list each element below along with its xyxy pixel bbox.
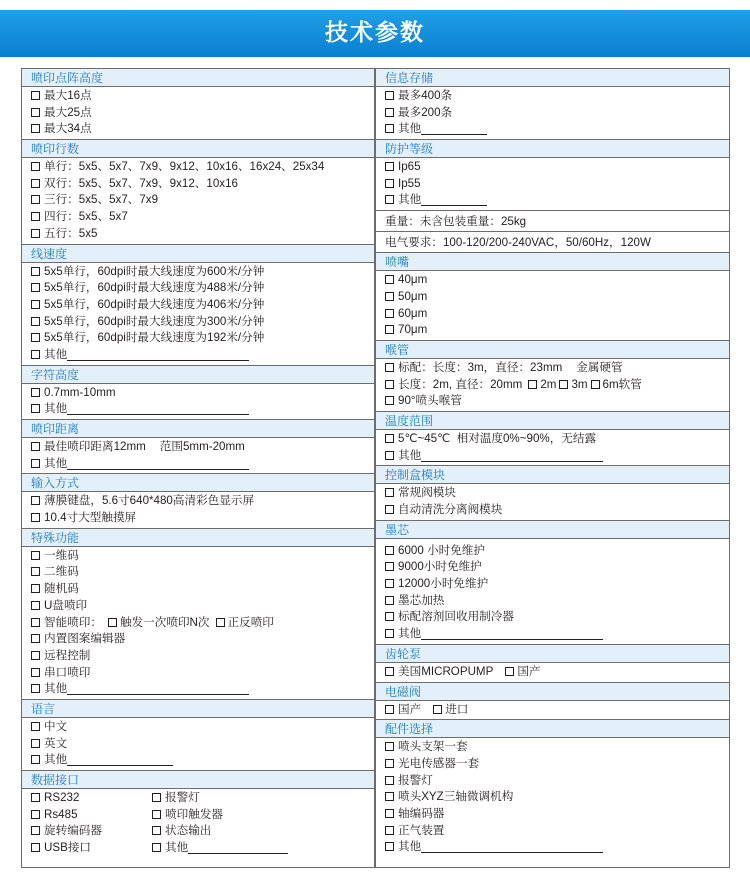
checkbox[interactable] [385,275,394,284]
option-row[interactable]: Ip55 [385,176,729,193]
option-row[interactable]: 5x5单行，60dpi时最大线速度为488米/分钟 [31,280,374,297]
checkbox[interactable] [31,584,40,593]
checkbox[interactable] [385,579,394,588]
section-title: 数据接口 [22,771,374,789]
section-gear-pump [376,644,729,682]
option-row[interactable]: 光电传感器一套 [385,756,729,773]
option-row: 国产 进口 [385,702,729,719]
checkbox[interactable] [31,843,40,852]
option-row[interactable]: 自动清洗分离阀模块 [385,502,729,519]
section-data-ports [22,770,374,858]
option-row[interactable]: 随机码 [31,581,374,598]
section-title: 喷印点阵高度 [22,69,374,87]
checkbox[interactable] [152,793,161,802]
option-row[interactable]: 正气装置 [385,823,729,840]
other-row[interactable]: 其他 [385,839,729,856]
section-control-box [376,465,729,519]
smart-print-row: 智能喷印： 触发一次喷印N次 正反喷印 [31,615,374,632]
section-language [22,699,374,770]
option-row[interactable]: 旋转编码器 [31,823,152,840]
checkbox[interactable] [31,826,40,835]
section-print-lines [22,139,374,243]
checkbox[interactable] [385,546,394,555]
option-row[interactable]: 60μm [385,306,729,323]
checkbox[interactable] [385,612,394,621]
fill-in-blank[interactable] [67,403,249,415]
section-title: 喷印距离 [22,420,374,438]
checkbox[interactable] [385,842,394,851]
checkbox[interactable] [385,742,394,751]
option-row[interactable]: 最佳喷印距离12mm 范围5mm-20mm [31,439,374,456]
option-row[interactable]: 常规阀模块 [385,485,729,502]
checkbox[interactable] [31,513,40,522]
section-title: 控制盒模块 [376,466,729,484]
checkbox[interactable] [31,333,40,342]
section-accessories [376,719,729,857]
checkbox[interactable] [31,124,40,133]
checkbox[interactable] [152,810,161,819]
option-row[interactable]: 9000小时免维护 [385,559,729,576]
section-title: 语言 [22,700,374,718]
checkbox[interactable] [31,668,40,677]
option-row[interactable]: 5x5单行，60dpi时最大线速度为192米/分钟 [31,330,374,347]
option-row[interactable]: 5x5单行，60dpi时最大线速度为600米/分钟 [31,264,374,281]
fill-in-blank[interactable] [188,842,288,854]
checkbox[interactable] [385,451,394,460]
checkbox[interactable] [385,195,394,204]
checkbox[interactable] [31,91,40,100]
checkbox[interactable] [31,793,40,802]
fill-in-blank[interactable] [421,123,487,135]
checkbox[interactable] [385,108,394,117]
option-row[interactable]: 5℃~45℃ 相对温度0%~90%，无结露 [385,431,729,448]
other-row[interactable]: 其他 [152,840,352,857]
checkbox[interactable] [528,380,537,389]
section-print-distance [22,419,374,473]
checkbox[interactable] [31,442,40,451]
checkbox[interactable] [385,396,394,405]
checkbox[interactable] [385,363,394,372]
fill-in-blank[interactable] [67,683,249,695]
checkbox[interactable] [505,667,514,676]
checkbox[interactable] [385,776,394,785]
checkbox[interactable] [31,634,40,643]
checkbox[interactable] [385,809,394,818]
section-line-speed [22,244,374,365]
option-row: 美国MICROPUMP 国产 [385,664,729,681]
checkbox[interactable] [385,434,394,443]
checkbox[interactable] [385,309,394,318]
fill-in-blank[interactable] [67,458,249,470]
option-row[interactable]: 70μm [385,322,729,339]
section-title: 电磁阀 [376,683,729,701]
fill-in-blank[interactable] [421,841,603,853]
checkbox[interactable] [31,350,40,359]
power-spec: 电气要求：100-120/200-240VAC，50/60Hz，120W [376,231,729,252]
checkbox[interactable] [385,596,394,605]
other-row[interactable]: 其他 [31,347,374,364]
option-row[interactable]: 喷头XYZ三轴微调机构 [385,789,729,806]
option-row[interactable]: RS232 [31,790,152,807]
section-title: 墨芯 [376,521,729,539]
option-row: 长度：2m, 直径：20mm 2m 3m 6m软管 [385,377,729,394]
option-row[interactable]: 喷印触发器 [152,807,352,824]
option-row[interactable]: 50μm [385,289,729,306]
checkbox[interactable] [108,618,117,627]
other-row[interactable]: 其他 [31,456,374,473]
option-row[interactable]: 单行：5x5、5x7、7x9、9x12、10x16、16x24、25x34 [31,159,374,176]
checkbox[interactable] [152,826,161,835]
checkbox[interactable] [433,705,442,714]
option-row[interactable]: 英文 [31,736,374,753]
section-protection [376,139,729,210]
page-title: 技术参数 [325,20,425,46]
option-row[interactable]: 10.4寸大型触摸屏 [31,510,374,527]
checkbox[interactable] [385,488,394,497]
section-title: 温度范围 [376,412,729,430]
option-row[interactable]: 双行：5x5、5x7、7x9、9x12、10x16 [31,176,374,193]
fill-in-blank[interactable] [421,450,603,462]
section-nozzle [376,252,729,340]
option-row[interactable]: Rs485 [31,807,152,824]
option-row[interactable]: 5x5单行，60dpi时最大线速度为406米/分钟 [31,297,374,314]
checkbox[interactable] [31,684,40,693]
checkbox[interactable] [385,792,394,801]
section-special-functions [22,528,374,699]
checkbox[interactable] [31,651,40,660]
option-row[interactable]: 五行：5x5 [31,226,374,243]
option-row[interactable]: 40μm [385,272,729,289]
checkbox[interactable] [385,629,394,638]
checkbox[interactable] [31,179,40,188]
checkbox[interactable] [385,667,394,676]
checkbox[interactable] [385,124,394,133]
section-title: 输入方式 [22,474,374,492]
option-row[interactable]: 标配：长度：3m，直径：23mm 金属硬管 [385,360,729,377]
option-row[interactable]: 二维码 [31,564,374,581]
option-row[interactable]: USB接口 [31,840,152,857]
section-char-height [22,365,374,419]
section-dot-height [22,68,374,139]
checkbox[interactable] [385,179,394,188]
option-row[interactable]: 中文 [31,719,374,736]
option-row[interactable]: 一维码 [31,548,374,565]
checkbox[interactable] [31,810,40,819]
checkbox[interactable] [31,755,40,764]
option-row[interactable]: 标配溶剂回收用制冷器 [385,609,729,626]
option-row[interactable]: 状态输出 [152,823,352,840]
checkbox[interactable] [31,229,40,238]
section-title: 齿轮泵 [376,645,729,663]
checkbox[interactable] [31,618,40,627]
other-row[interactable]: 其他 [385,121,729,138]
section-title: 信息存储 [376,69,729,87]
section-title: 特殊功能 [22,529,374,547]
option-row[interactable]: 串口喷印 [31,665,374,682]
checkbox[interactable] [31,496,40,505]
checkbox[interactable] [31,739,40,748]
fill-in-blank[interactable] [67,349,249,361]
section-temperature [376,411,729,465]
section-title: 配件选择 [376,720,729,738]
checkbox[interactable] [385,705,394,714]
checkbox[interactable] [31,388,40,397]
option-row[interactable]: U盘喷印 [31,598,374,615]
left-column [21,68,375,868]
option-row[interactable]: 远程控制 [31,648,374,665]
checkbox[interactable] [385,325,394,334]
section-title: 喷嘴 [376,253,729,271]
checkbox[interactable] [31,108,40,117]
fill-in-blank[interactable] [67,754,173,766]
section-title: 防护等级 [376,140,729,158]
option-row[interactable]: 内置图案编辑器 [31,631,374,648]
section-title: 喷印行数 [22,140,374,158]
checkbox[interactable] [31,722,40,731]
option-row[interactable]: 最多400条 [385,88,729,105]
checkbox[interactable] [385,380,394,389]
checkbox[interactable] [385,162,394,171]
option-row[interactable]: 0.7mm-10mm [31,385,374,402]
checkbox[interactable] [31,404,40,413]
right-column [375,68,730,868]
option-row[interactable]: Ip65 [385,159,729,176]
section-pipe [376,340,729,411]
section-input-method [22,473,374,527]
checkbox[interactable] [591,380,600,389]
option-row[interactable]: 三行：5x5、5x7、7x9 [31,192,374,209]
option-row[interactable]: 薄膜键盘，5.6寸640*480高清彩色显示屏 [31,493,374,510]
other-row[interactable]: 其他 [385,448,729,465]
option-row[interactable]: 报警灯 [385,773,729,790]
fill-in-blank[interactable] [421,194,487,206]
checkbox[interactable] [31,267,40,276]
section-title: 喉管 [376,341,729,359]
option-row[interactable]: 最多200条 [385,105,729,122]
checkbox[interactable] [385,91,394,100]
weight-spec: 重量：未含包装重量：25kg [376,210,729,231]
option-row[interactable]: 报警灯 [152,790,352,807]
option-row[interactable]: 最大16点 [31,88,374,105]
section-title: 线速度 [22,245,374,263]
section-storage [376,68,729,139]
option-row[interactable]: 5x5单行，60dpi时最大线速度为300米/分钟 [31,314,374,331]
checkbox[interactable] [31,567,40,576]
checkbox[interactable] [31,195,40,204]
checkbox[interactable] [31,212,40,221]
section-title: 字符高度 [22,366,374,384]
checkbox[interactable] [31,601,40,610]
checkbox[interactable] [31,283,40,292]
option-row[interactable]: 喷头支架一套 [385,739,729,756]
checkbox[interactable] [152,843,161,852]
checkbox[interactable] [385,759,394,768]
other-row[interactable]: 其他 [31,401,374,418]
checkbox[interactable] [31,300,40,309]
checkbox[interactable] [216,618,225,627]
option-row[interactable]: 6000 小时免维护 [385,543,729,560]
option-row[interactable]: 最大25点 [31,105,374,122]
checkbox[interactable] [385,562,394,571]
checkbox[interactable] [31,317,40,326]
other-row[interactable]: 其他 [385,626,729,643]
checkbox[interactable] [559,380,568,389]
option-row[interactable]: 12000小时免维护 [385,576,729,593]
other-row[interactable]: 其他 [31,681,374,698]
checkbox[interactable] [31,162,40,171]
option-row[interactable]: 最大34点 [31,121,374,138]
other-row[interactable]: 其他 [31,752,374,769]
checkbox[interactable] [385,505,394,514]
section-ink-core [376,520,729,644]
option-row[interactable]: 90°喷头喉管 [385,393,729,410]
checkbox[interactable] [31,551,40,560]
option-row[interactable]: 四行：5x5、5x7 [31,209,374,226]
checkbox[interactable] [385,826,394,835]
fill-in-blank[interactable] [421,628,603,640]
section-solenoid [376,682,729,720]
option-row[interactable]: 墨芯加热 [385,593,729,610]
checkbox[interactable] [385,292,394,301]
other-row[interactable]: 其他 [385,192,729,209]
checkbox[interactable] [31,459,40,468]
option-row[interactable]: 轴编码器 [385,806,729,823]
